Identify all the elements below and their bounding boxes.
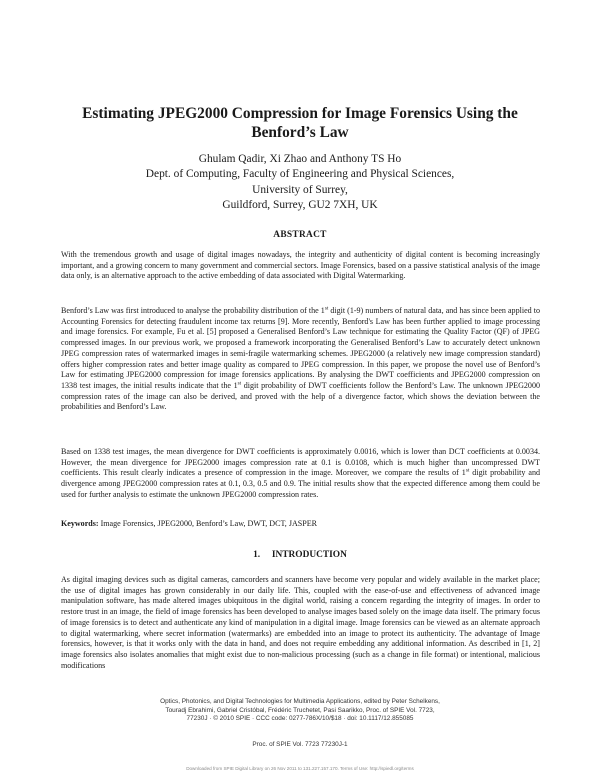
keywords-list: Image Forensics, JPEG2000, Benford’s Law, DWT, DCT, JASPER	[98, 519, 317, 528]
download-notice: Downloaded from SPIE Digital Library on 26 Nov 2011 to 131.227.157.170. Terms of Use: http://spiedl.org/terms	[186, 766, 414, 771]
abstract-p3-text-1: Based on 1338 test images, the mean divergence for DWT coefficients is approximately 0.0016, which is lower than DCT coefficients at 0.0034. However, the mean divergence for JPEG2000 images compression rate at 0.1 is 0.0108, which is much higher than uncompressed DWT coefficients. This result clearly indicates a presence of compression in the image. Moreover, we compare the results of 1	[61, 447, 540, 478]
intro-p1-text: As digital imaging devices such as digital cameras, camcorders and scanners have become very popular and widely available in the market place; the use of digital images has grown considerably in our daily life. This, coupled with the ease-of-use and effectiveness of advanced image manipulation software, has made altered images ubiquitous in the digital world, raising a concern regarding the integrity of images. In order to restore trust in an image, the field of image forensics has been developed to analyse images based solely on the image data itself. The primary focus of image forensics is to detect and authenticate any kind of manipulation in a digital image. Image forensics can be viewed as an alternate approach to digital watermarking, where secret information (watermarks) are embedded into an image to protect its authenticity. The advantage of Image forensics, however, is that it works only with the data in hand, and does not require embedding any additional information. As described in [1, 2] image forensics also isolates anomalies that might exist due to non-malicious processing (such as a change in file format) or intentional, malicious modifications	[61, 575, 540, 670]
abstract-p2-text-1: Benford’s Law was first introduced to analyse the probability distribution of the 1	[61, 306, 325, 315]
title-line-2: Benford’s Law	[251, 124, 349, 141]
abstract-p2-sup-1: st	[324, 305, 329, 312]
page-number: Proc. of SPIE Vol. 7723 77230J-1	[252, 741, 348, 748]
author-block	[100, 152, 500, 214]
affiliation-line-2: University of Surrey,	[252, 183, 348, 196]
abstract-paragraph-3	[61, 447, 540, 501]
affiliation-line-3: Guildford, Surrey, GU2 7XH, UK	[222, 199, 378, 212]
abstract-paragraph-2	[61, 306, 540, 413]
keywords	[61, 519, 540, 530]
abstract-p1-text: With the tremendous growth and usage of digital images nowadays, the integrity and authenticity of digital content is becoming increasingly important, and a growing concern to many government and commercial sectors. Image Forensics, based on a passive statistical analysis of the image data only, is an alternative approach to the active embedding of data associated with Digital Watermarking.	[61, 250, 540, 281]
abstract-p2-text-3: digit probability of DWT coefficients follow the Benford’s Law. The unknown JPEG2000 compression rates of the image can also be derived, and proved with the help of a divergence factor, which shows the deviation between the probabilities and Benford’s Law.	[61, 380, 540, 412]
section-heading-introduction: 1. INTRODUCTION	[253, 550, 347, 560]
footer-line-2: Touradj Ebrahimi, Gabriel Cristóbal, Frédéric Truchetet, Pasi Saarikko, Proc. of SPIE Vol. 7723,	[165, 706, 435, 714]
abstract-p2-text-2: digit (1-9) numbers of natural data, and has since been applied to Accounting Forensics for detecting fraudulent income tax returns [9]. More recently, Benford's Law has been further applied to image processing and image forensics. For example, Fu et al. [5] proposed a Generalised Benford’s Law technique for estimating the Quality Factor (QF) of JPEG compressed images. In our previous work, we proposed a framework incorporating the Generalised Benford’s Law to accurately detect unknown JPEG compression rates of watermarked images in semi-fragile watermarking schemes. JPEG2000 (a relatively new image compression standard) offers higher compression rates and better image quality as compared to JPEG compression. In this paper, we propose the novel use of Benford’s Law for estimating JPEG2000 compression for image forensics applications. By analysing the DWT coefficients and JPEG2000 compression on 1338 test images, the initial results indicate that the 1	[61, 306, 540, 390]
paper-title	[60, 104, 540, 142]
affiliation-line-1: Dept. of Computing, Faculty of Engineering and Physical Sciences,	[145, 168, 455, 181]
keywords-label: Keywords:	[61, 519, 99, 528]
title-line-1: Estimating JPEG2000 Compression for Image Forensics Using the	[82, 105, 518, 122]
abstract-p3-sup-1: st	[465, 467, 470, 474]
introduction-paragraph-1	[61, 575, 540, 671]
publication-footer	[60, 698, 540, 724]
author-names: Ghulam Qadir, Xi Zhao and Anthony TS Ho	[198, 153, 402, 165]
abstract-heading: ABSTRACT	[273, 230, 327, 240]
abstract-p2-sup-2: st	[237, 380, 242, 387]
abstract-p3-text-2: digit probability and divergence among JPEG2000 compression rates at 0.1, 0.3, 0.5 and 0.9. The initial results show that the expected difference among them could be used for further analysis to estimate the unknown JPEG2000 compression rates.	[61, 468, 540, 499]
footer-line-3: 77230J · © 2010 SPIE · CCC code: 0277-786X/10/$18 · doi: 10.1117/12.855085	[186, 715, 414, 723]
abstract-paragraph-1	[61, 250, 540, 282]
footer-line-1: Optics, Photonics, and Digital Technologies for Multimedia Applications, edited by Peter Schelkens,	[160, 698, 440, 705]
